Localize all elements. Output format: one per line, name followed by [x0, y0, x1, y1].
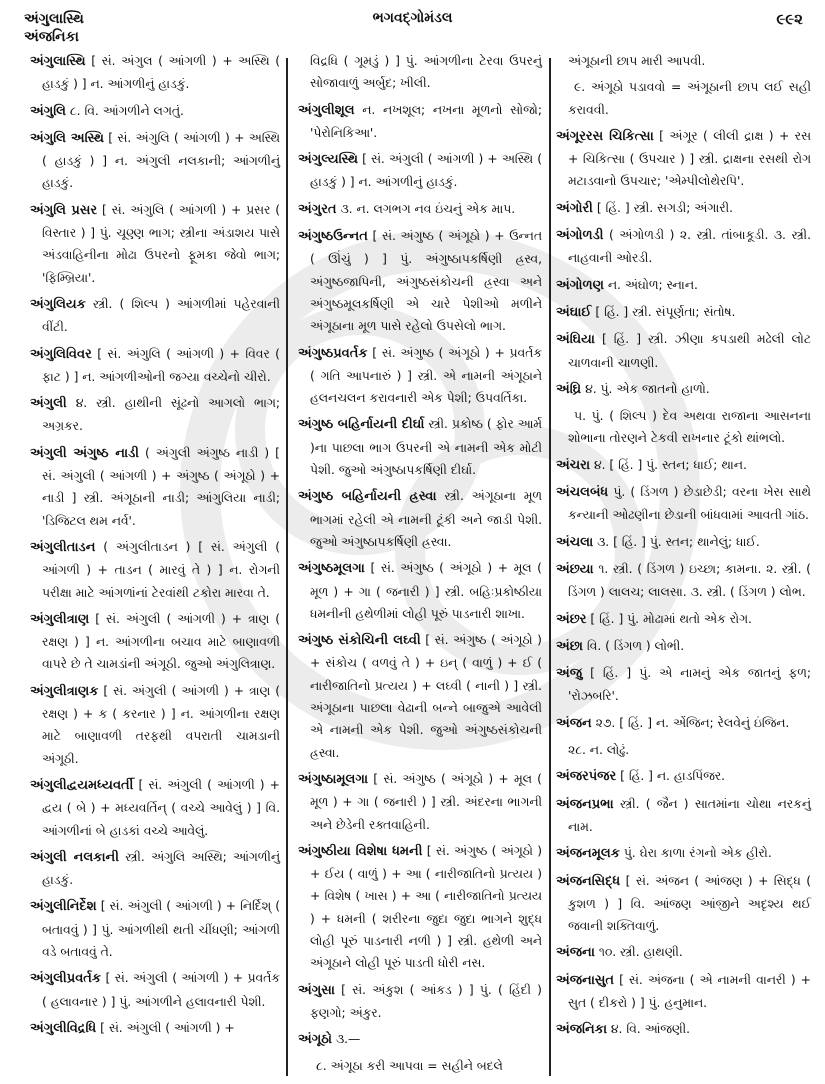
entry-definition: ૧૦. સ્ત્રી. હાથણી. — [598, 945, 683, 960]
entry-headword: અંચલા — [556, 534, 594, 550]
page-header — [0, 0, 825, 52]
entry-definition: ૪. સ્ત્રી. હાથીની સૂંઢનો આગલો ભાગ; અગ્રકર. — [42, 396, 280, 434]
entry-headword: અંગુરત — [298, 201, 337, 217]
dictionary-entry — [30, 536, 280, 604]
dictionary-entry — [556, 941, 811, 964]
entry-headword: અંગૂઠો — [298, 1032, 333, 1048]
entry-definition: [ હિં. ] પું. મોઢામાં થતો એક રોગ. — [590, 611, 752, 626]
entry-definition: સ્ત્રી. અંગૂઠાના મૂળ ભાગમાં રહેલી એ નામની ટૂંકી અને જાડી પેશી. જુઓ અંગુષ્ઠાપકર્ષિણી હ્રસ્વા. — [310, 489, 542, 549]
entry-definition: ૨૮. ન. લોઢું. — [568, 743, 630, 758]
entry-definition: ૪. પું. એક જાતનો હાળો. — [585, 381, 710, 396]
entry-definition: [ સં. અંગુલિ ( આંગળી ) + પ્રસર ( વિસ્તાર ) ] પું. ચૂણ્ણ ભાગ; સ્ત્રીના અંડાશય પાસે અંડવાહિનીના મોઢા ઉપરનો ફૂમકા જેવો ભાગ; 'ફિમ્બ્રિયા'. — [42, 202, 281, 285]
entry-definition: [ સં. અંગુષ્ઠ ( અંગૂઠો ) + મૂલ ( મૂળ ) + ગા ( જનારી ) ] સ્ત્રી. અંદરના ભાગની અને છેડેની રક્તવાહિની. — [310, 771, 542, 832]
entry-headword: અંગુલીપ્રવર્તક — [30, 971, 102, 987]
dictionary-entry — [556, 870, 811, 938]
entry-definition: [ સં. અંગુષ્ઠ ( અંગૂઠો ) + સંકોચ ( વળવું તે ) + ઇન્ ( વાળું ) + ઈ ( નારીજાતિનો પ્રત્યય ) + લઘ્વી ( નાની ) ] સ્ત્રી. અંગૂઠાના પાછલા વેઢાની બન્ને બાજુએ આવેલી એ નામની એક પેશી. જુઓ અંગુષ્ઠસંકોચની હ્રસ્વા. — [310, 633, 542, 760]
column-2 — [298, 50, 542, 1084]
entry-definition: [ સં. અંગુલ ( આંગળી ) + અસ્થિ ( હાડકું ) ] ન. આંગળીનું હાડકું. — [42, 54, 280, 92]
dictionary-entry — [556, 662, 811, 708]
entry-definition: ન. નખશૂલ; નખના મૂળનો સોજો; 'પેરોનિકિઆ'. — [310, 102, 542, 140]
entry-headword: અંચરા — [556, 457, 591, 473]
entry-headword: અંગુલિ પ્રસર — [30, 202, 98, 218]
entry-definition: સ્ત્રી. ( જૈન ) સાતમાંના ચોથા નરકનું નામ. — [568, 796, 811, 834]
dictionary-entry — [556, 558, 811, 604]
entry-headword: અંચલબંધ — [556, 485, 609, 501]
column-3 — [556, 50, 811, 1084]
entry-headword: અંગોરી — [556, 200, 593, 216]
entry-definition: ૪. વિ. આંજણી. — [610, 1022, 691, 1037]
entry-headword: અંગુષ્ઠપ્રવર્તક — [298, 345, 368, 361]
entry-headword: અંગુલિ — [30, 103, 66, 119]
dictionary-entry — [556, 969, 811, 1015]
dictionary-entry — [30, 127, 280, 195]
entry-headword: અંગુષ્ઠ બહિર્નાયની દીર્ઘા — [298, 417, 425, 433]
entry-headword: અંજુ — [556, 666, 583, 682]
dictionary-entry — [30, 608, 280, 676]
dictionary-entry — [556, 405, 811, 450]
dictionary-entry — [556, 76, 811, 121]
dictionary-entry — [298, 198, 542, 221]
dictionary-entry — [556, 224, 811, 270]
entry-headword: અંજનિકા — [556, 1022, 607, 1038]
dictionary-entry — [298, 413, 542, 481]
column-rule — [549, 58, 551, 1076]
entry-headword: અંગુલી અંગુષ્ઠ નાડી — [30, 445, 139, 461]
column-1 — [30, 50, 280, 1084]
entry-headword: અંજનસિદ્ધ — [556, 873, 621, 889]
entry-headword: અંગોળણ — [556, 277, 604, 293]
entry-headword: અંજના — [556, 945, 595, 961]
dictionary-entry — [30, 895, 280, 963]
entry-definition: ૧. સ્ત્રી. ( ડિંગળ ) ઇચ્છા; કામના. ૨. સ્ત્રી. ( ડિંગળ ) લાલચ; લાલસા. ૩. સ્ત્રી. ( ડિંગળ ) લોભ. — [568, 561, 811, 600]
dictionary-entry — [556, 481, 811, 527]
entry-headword: અંજનમૂલક — [556, 846, 620, 862]
running-title: ભગવદ્ગોમંડલ — [372, 10, 453, 26]
dictionary-entry — [30, 199, 280, 289]
entry-definition: [ સં. અંગુલી ( આંગળી ) + — [100, 1020, 235, 1035]
dictionary-entry — [298, 50, 542, 95]
entry-definition: [ હિં. ] સ્ત્રી. સંપૂર્ણતા; સંતોષ. — [595, 304, 736, 319]
entry-headword: અંગુલિ અસ્થિ — [30, 130, 104, 146]
entry-headword: અંઘાઈ — [556, 304, 592, 320]
dictionary-entry — [556, 454, 811, 477]
entry-definition: [ હિં. ] પું. એ નામનું એક જાતનું ફળ; 'રોઝબરિ'. — [568, 666, 811, 704]
entry-headword: અંગુલીદ્વયમધ્યવર્તી — [30, 777, 134, 793]
entry-headword: અંગુલિયક — [30, 296, 86, 312]
entry-definition: ૫. પું. ( શિલ્પ ) દેવ અથવા રાજાના આસનના શોભાના તોરણને ટેકવી રાખનાર ટૂંકો થાંભલો. — [568, 409, 811, 446]
dictionary-entry — [298, 148, 542, 194]
entry-headword: અંગુષ્ઠમૂલગા — [298, 561, 365, 577]
entry-definition: વિદ્રધિ ( ગૂમડું ) ] પું. આંગળીના ટેરવા ઉપરનું સોજાવાળું અર્બુદ; ખીલી. — [310, 54, 542, 91]
dictionary-entry — [30, 392, 280, 438]
dictionary-entry — [556, 378, 811, 401]
dictionary-entry — [30, 50, 280, 96]
entry-definition: ૪. [ હિં. ] પું. સ્તન; ધાઈ; થાન. — [593, 457, 747, 472]
entry-definition: [ સં. અંકુશ ( આંકડ ) ] પું. ( હિંદી ) ફણગો; અંકુર. — [310, 982, 542, 1020]
dictionary-entry — [30, 1017, 280, 1040]
dictionary-entry — [556, 197, 811, 220]
dictionary-entry — [556, 50, 811, 72]
entry-headword: અંગુષ્ઠામૂલગા — [298, 771, 369, 787]
entry-definition: ૩. [ હિં. ] પું. સ્તન; થાનેલું; ધાઈ. — [597, 534, 760, 549]
entry-definition: [ સં. અંગુષ્ઠ ( અંગૂઠો ) + ઉન્નત ( ઊંચું ) ] પું. અંગુષ્ઠાપકર્ષિણી હ્રસ્વ, અંગુષ્ઠજાપિની, અંગુષ્ઠસંકોચની હ્રસ્વા અને અંગુષ્ઠમૂલકર્ષિણી એ ચારે પેશીઓ મળીને અંગૂઠાના મૂળ પાસે રહેલો ઉપસેલો ભાગ. — [310, 229, 542, 334]
entry-definition: [ સં. અંગુલિ ( આંગળી ) + વિવર ( ફાટ ) ] ન. આંગળીઓની જગ્યા વચ્ચેનો ચીરો. — [42, 346, 280, 384]
dictionary-entry — [298, 99, 542, 145]
entry-definition: [ સં. અંજના ( એ નામની વાનરી ) + સુત ( દીકરો ) ] પું. હનુમાન. — [568, 972, 811, 1010]
entry-definition: ૮. અંગૂઠા કરી આપવા = સહીને બદલે — [316, 1059, 503, 1074]
entry-definition: સ્ત્રી. પ્રકોષ્ઠ ( ફોર આર્મ )ના પાછલા ભાગ ઉપરની એ નામની એક મોટી પેશી. જુઓ અંગુષ્ઠાપકર્ષિણી દીર્ઘા. — [310, 417, 542, 478]
page-number: ૯૯૨ — [776, 10, 803, 28]
entry-definition: સ્ત્રી. અંગુલિ અસ્થિ; આંગળીનું હાડકું. — [42, 849, 280, 888]
dictionary-entry — [30, 343, 280, 389]
dictionary-entry — [298, 979, 542, 1025]
entry-headword: અંજરપંજર — [556, 769, 617, 785]
entry-definition: ૨૭. [ હિં. ] ન. એંજિન; રેલવેનું ઇંજિન. — [595, 715, 790, 730]
dictionary-entry — [556, 608, 811, 631]
entry-headword: અંગોળડી — [556, 228, 604, 244]
entry-definition: ( અંગોળડી ) ૨. સ્ત્રી. તાંબાકૂડી. ૩. સ્ત્રી. નાહવાની ઓરડી. — [568, 228, 811, 266]
dictionary-entry — [298, 557, 542, 625]
entry-headword: અંગુલી નલકાની — [30, 849, 119, 865]
dictionary-entry — [298, 485, 542, 553]
entry-definition: [ હિં. ] સ્ત્રી. સગડી; અંગારી. — [596, 200, 734, 215]
entry-headword: અંગુષ્ઠીયા વિશેષા ધમની — [298, 843, 423, 859]
entry-headword: અંગુલીવિદ્રધિ — [30, 1020, 97, 1036]
entry-definition: ૯. અંગૂઠો પડાવવો = અંગૂઠાની છાપ લઈ સહી કરાવવી. — [568, 80, 811, 117]
entry-definition: [ સં. અંગુષ્ઠ ( અંગૂઠો ) + મૂલ ( મૂળ ) + ગા ( જનારી ) ] સ્ત્રી. બહિઃપ્રકોષ્ઠીયા ધમનીની હથેળીમાં લોહી પૂરું પાડનારી શાખા. — [310, 561, 542, 621]
column-rule — [286, 58, 288, 1076]
entry-headword: અંજનપ્રભા — [556, 796, 614, 812]
dictionary-entry — [30, 442, 280, 532]
entry-definition: [ સં. અંગુલી ( આંગળી ) + નિર્દિશ્ ( બતાવવું ) ] પું. આંગળીથી થતી ચીંધણી; આંગળી વડે બતાવવું તે. — [42, 899, 280, 959]
dictionary-entry — [556, 712, 811, 735]
dictionary-entry — [556, 739, 811, 761]
entry-headword: અંગુસા — [298, 982, 335, 998]
entry-definition: ૩.— — [335, 1032, 361, 1047]
dictionary-entry — [556, 531, 811, 554]
dictionary-entry — [30, 846, 280, 892]
entry-headword: અંગુષ્ઠ સંકોચિની લઘ્વી — [298, 633, 421, 649]
dictionary-columns — [0, 50, 825, 1084]
dictionary-entry — [556, 125, 811, 193]
entry-headword: અંગુલાસ્થિ — [30, 54, 86, 69]
entry-headword: અંગુષ્ઠ બહિર્નાયની હ્રસ્વા — [298, 489, 437, 505]
entry-definition: ૩. ન. લગભગ નવ ઇંચનું એક માપ. — [340, 201, 516, 216]
entry-definition: [ સં. અંજન ( આંજણ ) + સિદ્ધ ( કુશળ ) ] વિ. આંજણ આંજીને અદૃશ્ય થઈ જવાની શક્તિવાળું. — [568, 873, 811, 934]
entry-headword: અંગુલ્યસ્થિ — [298, 152, 358, 168]
dictionary-entry — [556, 301, 811, 324]
entry-headword: અંગુલીત્રાણ — [30, 611, 90, 627]
entry-headword: અંજન — [556, 715, 592, 731]
entry-definition: [ સં. અંગુલિ ( આંગળી ) + અસ્થિ ( હાડકું ) ] ન. અંગુલી નલકાની; આંગળીનું હાડકું. — [42, 130, 280, 191]
entry-definition: [ સં. અંગુલી ( આંગળી ) + ત્રાણ ( રક્ષણ ) + ક ( કરનાર ) ] ન. આંગળીના રક્ષણ માટે બાણાવળી તરફથી વપરાતી ચામડાની અંગૂઠી. — [42, 683, 280, 766]
entry-headword: અંગૂરરસ ચિકિત્સા — [556, 128, 654, 144]
entry-definition: ( અંગુલીતાડન ) [ સં. અંગુલી ( આંગળી ) + તાડન ( મારવું તે ) ] ન. રોગની પરીક્ષા માટે આંગળાંનાં ટેરવાંથી ટકોરા મારવા તે. — [42, 539, 280, 600]
entry-headword: અંઘ્રિ — [556, 381, 582, 397]
entry-definition: [ સં. અંગુલી ( આંગળી ) + ત્રાણ ( રક્ષણ ) ] ન. આંગળીના બચાવ માટે બાણાવળી વાપરે છે તે ચામડાંની અંગૂઠી. જુઓ અંગુલિત્રાણ. — [42, 611, 280, 672]
entry-definition: ન. અંઘોળ; સ્નાન. — [607, 277, 698, 292]
entry-definition: સ્ત્રી. ( શિલ્પ ) આંગળીમાં પહેરવાની વીંટી. — [42, 296, 280, 335]
entry-headword: અંછર — [556, 611, 587, 627]
dictionary-entry — [298, 1028, 542, 1051]
entry-definition: ( અંગુલી અંગુષ્ઠ નાડી ) [ સં. અંગુલી ( આંગળી ) + અંગુષ્ઠ ( અંગૂઠો ) + નાડી ] સ્ત્રી. અંગૂઠાની નાડી; આંગુલિયા નાડી; 'ડિજિટલ થમ નર્વ'. — [42, 445, 280, 528]
entry-definition: [ સં. અંગુલી ( આંગળી ) + અસ્થિ ( હાડકું ) ] ન. આંગળીનું હાડકું. — [310, 152, 542, 190]
guide-word-first: અંગુલાસ્થિ — [24, 11, 84, 27]
dictionary-entry — [556, 765, 811, 788]
dictionary-entry — [298, 768, 542, 836]
entry-definition: [ સં. અંગુલી ( આંગળી ) + પ્રવર્તક ( હલાવનાર ) ] પું. આંગળીને હલાવનારી પેશી. — [42, 971, 280, 1009]
entry-definition: [ હિં. ] સ્ત્રી. ઝીણા કપડાથી મઢેલી લોટ ચાળવાની ચાળણી. — [568, 332, 811, 370]
dictionary-entry — [298, 225, 542, 337]
entry-definition: વિ. ( ડિંગળ ) લોભી. — [586, 638, 685, 653]
dictionary-entry — [298, 1055, 542, 1077]
entry-definition: [ સં. અંગુષ્ઠ ( અંગૂઠો ) + ઈય ( વાળું ) + આ ( નારીજાતિનો પ્રત્યય ) + વિશેષ ( ખાસ ) + આ ( નારીજાતિનો પ્રત્યય ) + ધમની ( શરીરના જુદા જુદા ભાગને શુદ્ધ લોહી પૂરું પાડનારી નળી ) ] સ્ત્રી. હથેળી અને અંગૂઠાને લોહી પૂરું પાડતી ધોરી નસ. — [310, 843, 542, 971]
dictionary-entry — [556, 274, 811, 297]
entry-headword: અંછા — [556, 638, 583, 654]
dictionary-entry — [30, 100, 280, 123]
dictionary-entry — [556, 793, 811, 839]
dictionary-entry — [298, 629, 542, 764]
dictionary-entry — [30, 680, 280, 770]
dictionary-entry — [556, 1018, 811, 1041]
dictionary-entry — [556, 842, 811, 865]
entry-headword: અંગુલી — [30, 396, 67, 412]
entry-definition: [ સં. અંગુલી ( આંગળી ) + દ્વય ( બે ) + મધ્યવર્તિન્ ( વચ્ચે આવેલું ) ] વિ. આંગળીનાં બે હાડકાં વચ્ચે આવેલું. — [42, 777, 280, 838]
entry-headword: અંગુલીનિર્દેશ — [30, 899, 97, 915]
entry-definition: પું. ( ડિંગળ ) છેડાછેડી; વરના ખેસ સાથે કન્યાની ઓઢણીના છેડાની બાંધવામાં આવતી ગાંઠ. — [568, 485, 811, 523]
dictionary-entry — [30, 774, 280, 842]
entry-headword: અંગુલીતાડન — [30, 539, 96, 555]
entry-definition: પું. ઘેરા કાળા રંગનો એક હીરો. — [623, 846, 772, 861]
entry-definition: [ સં. અંગુષ્ઠ ( અંગૂઠો ) + પ્રવર્તક ( ગતિ આપનારું ) ] સ્ત્રી. એ નામની અંગૂઠાને હલનચલન કરાવનારી એક પેશી; ઉપવર્તિકા. — [310, 345, 542, 406]
entry-headword: અંગુલીત્રાણક — [30, 683, 99, 699]
dictionary-entry — [556, 635, 811, 658]
entry-definition: [ અંગૂર ( લીલી દ્રાક્ષ ) + રસ + ચિકિત્સા ( ઉપચાર ) ] સ્ત્રી. દ્રાક્ષના રસથી રોગ મટાડવાનો ઉપચાર; 'એમ્પીલોથેરપિ'. — [568, 128, 811, 189]
entry-definition: અંગૂઠાની છાપ મારી આપવી. — [568, 54, 706, 68]
entry-headword: અંગુષ્ઠઉન્નત — [298, 229, 368, 245]
entry-headword: અંગુલીશૂલ — [298, 102, 355, 118]
guide-word-last: અંજનિકા — [24, 29, 79, 45]
entry-headword: અંજનાસુત — [556, 972, 615, 988]
dictionary-entry — [556, 328, 811, 374]
entry-definition: [ હિં. ] ન. હાડપિંજર. — [620, 769, 726, 784]
dictionary-entry — [298, 840, 542, 975]
entry-definition: ૮. વિ. આંગળીને લગતું. — [69, 103, 184, 118]
dictionary-entry — [298, 342, 542, 410]
entry-headword: અંછયા — [556, 561, 594, 577]
dictionary-entry — [30, 967, 280, 1013]
entry-headword: અંઘિયા — [556, 332, 595, 348]
dictionary-entry — [30, 293, 280, 339]
entry-headword: અંગુલિવિવર — [30, 346, 92, 362]
